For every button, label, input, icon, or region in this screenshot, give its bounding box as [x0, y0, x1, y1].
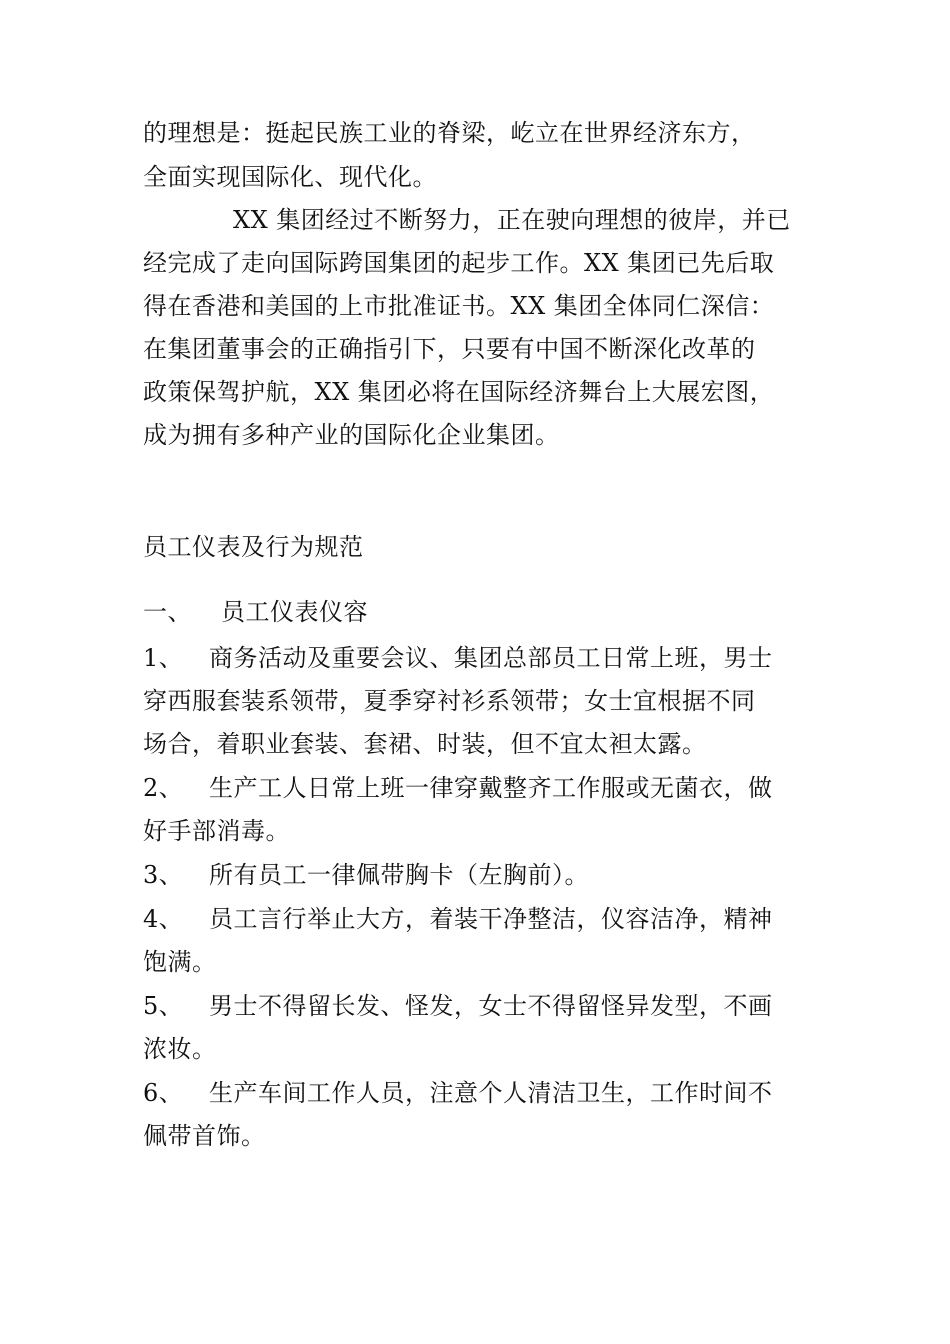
- paragraph-line: 政策保驾护航，XX 集团必将在国际经济舞台上大展宏图，: [143, 378, 775, 406]
- paragraph-line: 成为拥有多种产业的国际化企业集团。: [143, 421, 560, 449]
- paragraph-line: 在集团董事会的正确指引下，只要有中国不断深化改革的: [143, 335, 756, 363]
- list-item: [143, 858, 813, 892]
- item-text: 员工言行举止大方，着装干净整洁，仪容洁净，精神: [209, 905, 773, 933]
- item-text: 生产工人日常上班一律穿戴整齐工作服或无菌衣，做: [209, 774, 773, 802]
- item-text: 男士不得留长发、怪发，女士不得留怪异发型，不画: [209, 992, 773, 1020]
- item-text: 饱满。: [143, 948, 217, 976]
- item-text: 好手部消毒。: [143, 817, 290, 845]
- subsection-heading: [143, 595, 813, 629]
- item-text: 商务活动及重要会议、集团总部员工日常上班，男士: [209, 644, 773, 672]
- item-text: 佩带首饰。: [143, 1122, 266, 1150]
- item-text: 生产车间工作人员，注意个人清洁卫生，工作时间不: [209, 1079, 773, 1107]
- list-item: [143, 771, 813, 805]
- subsection-number: 一、: [143, 598, 192, 626]
- section-title: 员工仪表及行为规范: [143, 533, 364, 561]
- list-item: [143, 902, 813, 936]
- item-number: 3、: [143, 861, 184, 889]
- item-text: 穿西服套装系领带，夏季穿衬衫系领带；女士宜根据不同: [143, 687, 756, 715]
- list-item: [143, 1076, 813, 1110]
- intro-line: 全面实现国际化、现代化。: [143, 163, 437, 191]
- item-text: 场合，着职业套装、套裙、时装，但不宜太袒太露。: [143, 730, 707, 758]
- item-text: 浓妆。: [143, 1035, 217, 1063]
- item-number: 4、: [143, 905, 184, 933]
- intro-line: 的理想是：挺起民族工业的脊梁，屹立在世界经济东方，: [143, 119, 756, 147]
- subsection-title: 员工仪表仪容: [221, 598, 368, 626]
- list-item: [143, 989, 813, 1023]
- paragraph-line: 经完成了走向国际跨国集团的起步工作。XX 集团已先后取: [143, 249, 775, 277]
- paragraph-line: 得在香港和美国的上市批准证书。XX 集团全体同仁深信：: [143, 292, 775, 320]
- list-item: [143, 641, 813, 675]
- item-number: 6、: [143, 1079, 184, 1107]
- item-number: 5、: [143, 992, 184, 1020]
- paragraph-line: XX 集团经过不断努力，正在驶向理想的彼岸，并已: [233, 206, 791, 234]
- item-number: 1、: [143, 644, 184, 672]
- item-number: 2、: [143, 774, 184, 802]
- item-text: 所有员工一律佩带胸卡（左胸前）。: [209, 861, 589, 889]
